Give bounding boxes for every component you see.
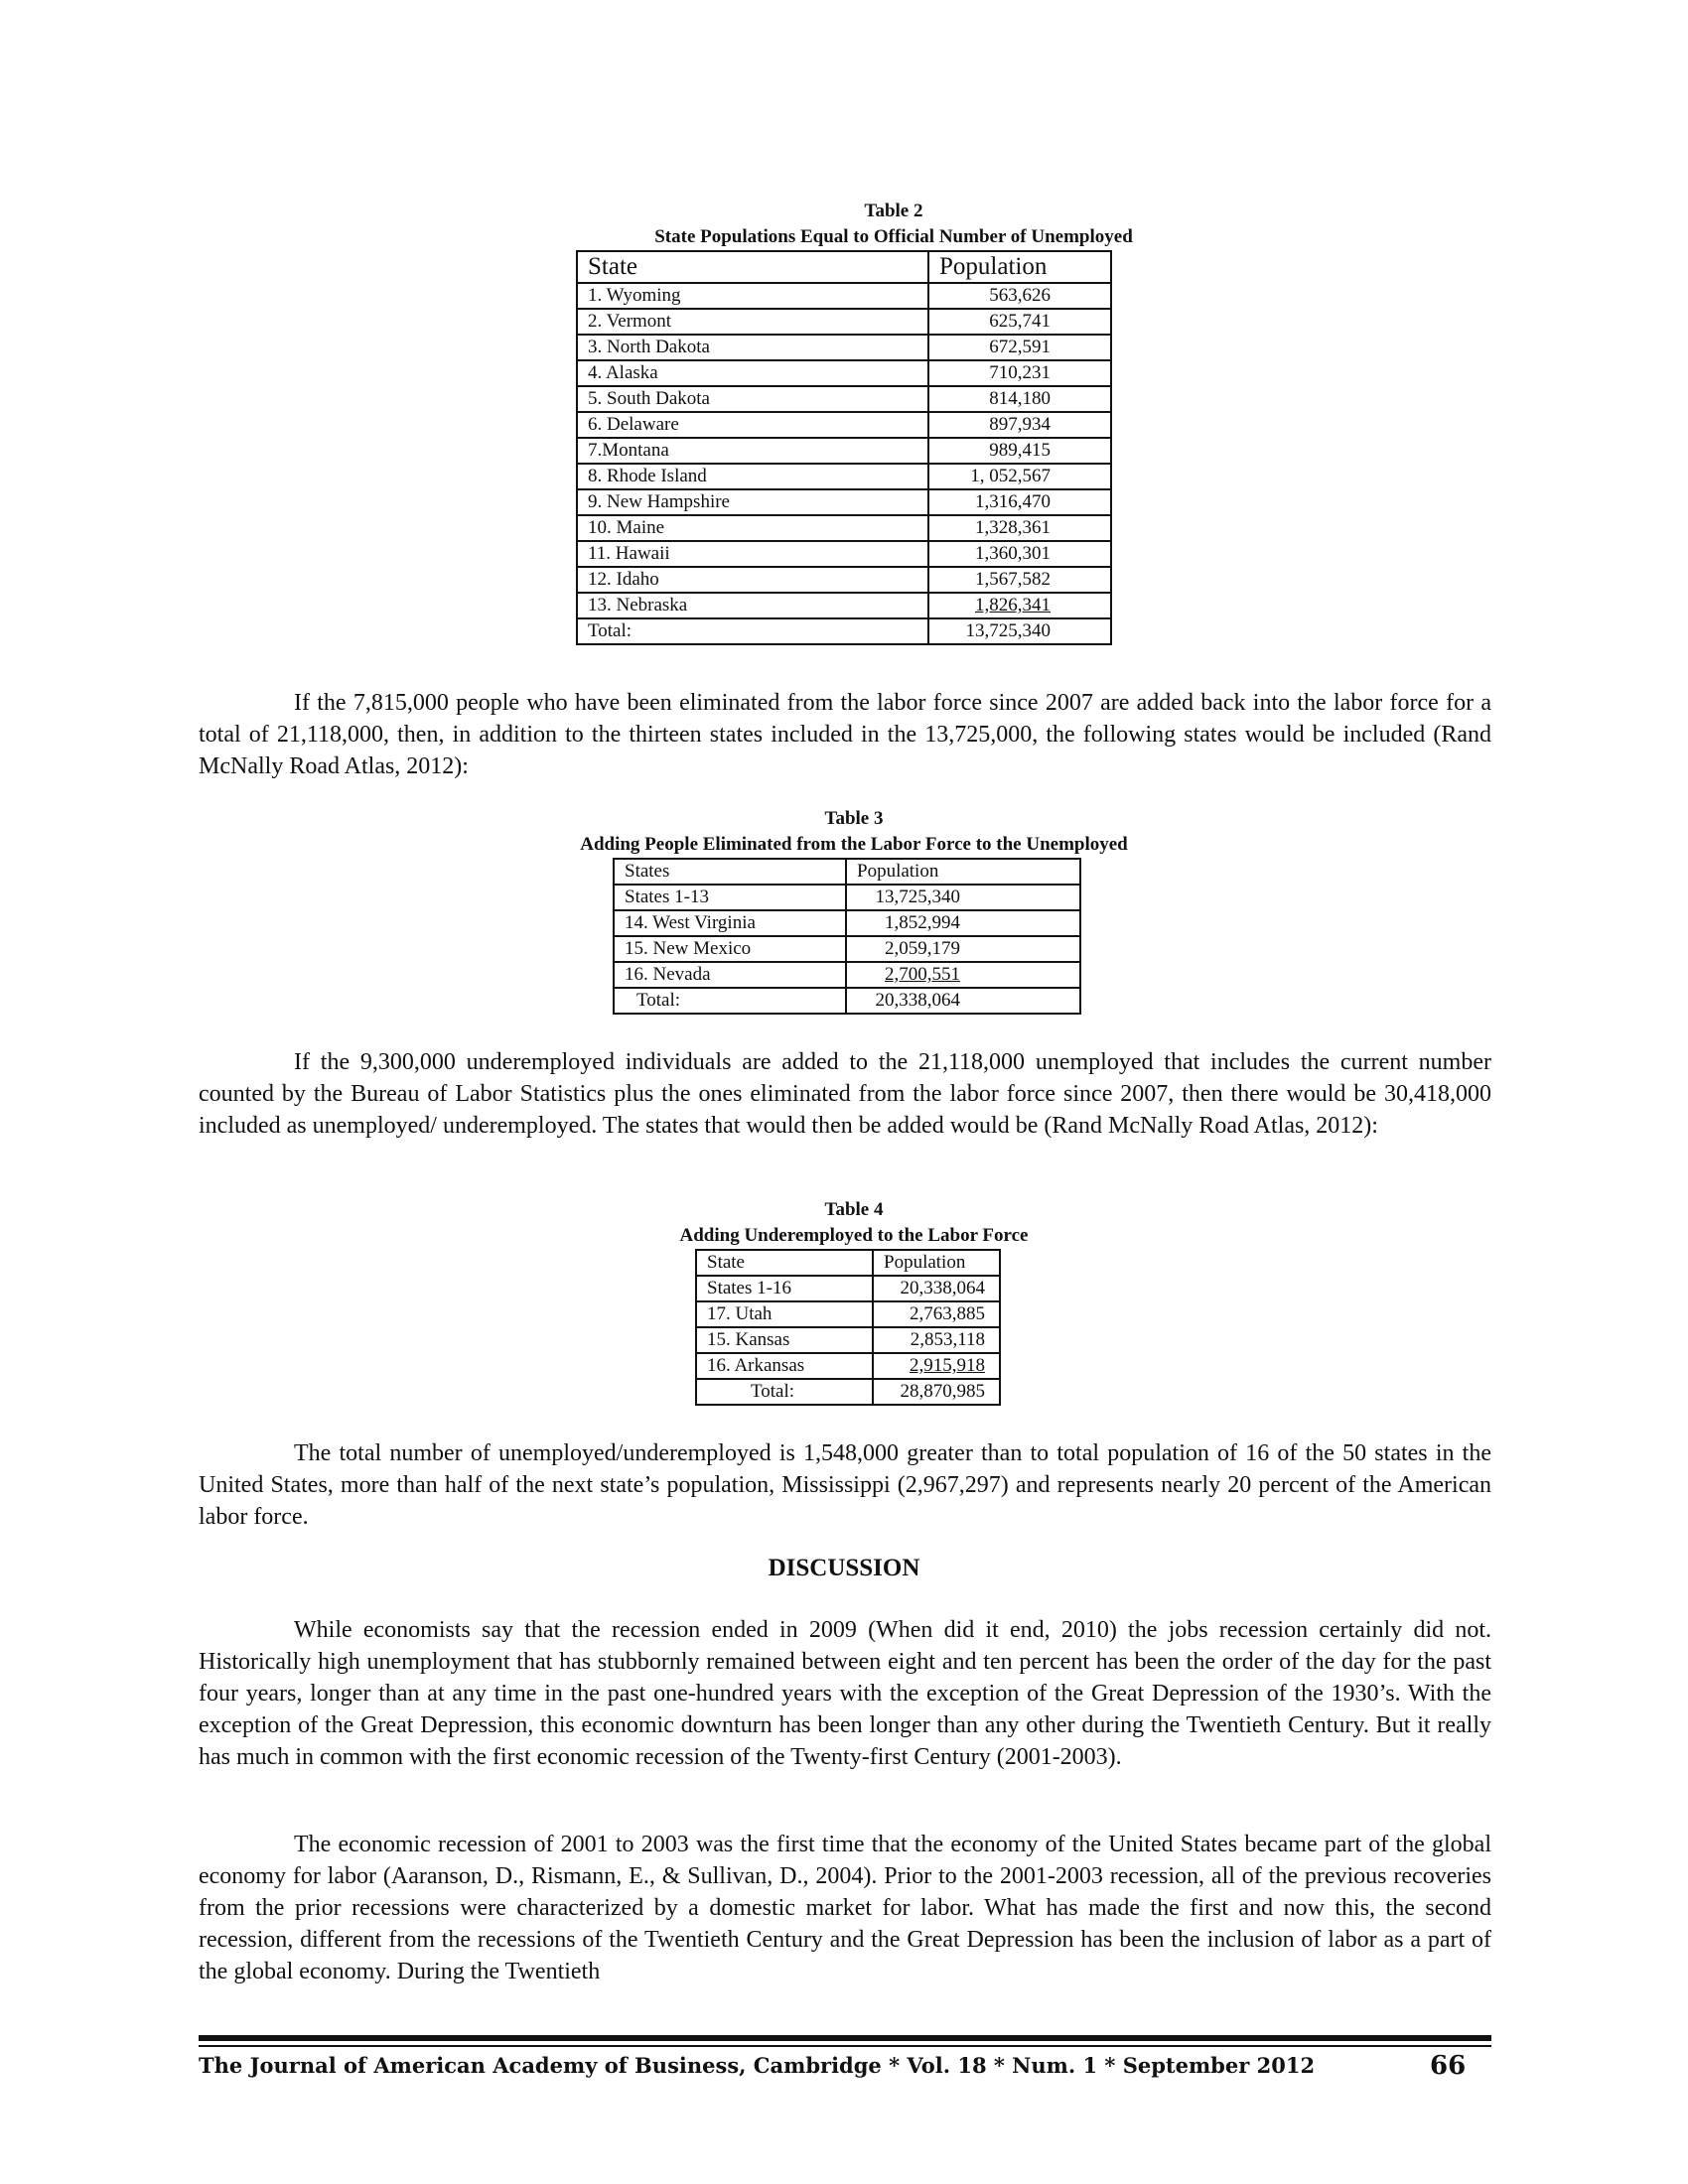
table-row <box>577 360 1111 386</box>
table2 <box>576 250 1112 645</box>
table-cell: 1,852,994 <box>846 910 1080 936</box>
table-row <box>696 1353 1000 1379</box>
table-row <box>577 593 1111 618</box>
table-cell: Total: <box>577 618 928 644</box>
table-cell: States 1-16 <box>696 1276 873 1301</box>
table-cell: 11. Hawaii <box>577 541 928 567</box>
table-cell: 2,915,918 <box>873 1353 1000 1379</box>
table-row <box>577 515 1111 541</box>
paragraph-5: The economic recession of 2001 to 2003 was the first time that the economy of the United States became part of the global economy for labor (Aaranson, D., Rismann, E., & Sullivan, D., 2004). Prior to the 2001-2003 recession, all of the previous recoveries from the prior recessions were characterized by a domestic market for labor. What has made the first and now this, the second recession, different from the recessions of the Twentieth Century and the Great Depression has been the inclusion of labor as a part of the global economy. During the Twentieth <box>199 1832 1491 1984</box>
table-cell: 897,934 <box>928 412 1111 438</box>
column-header: State <box>696 1250 873 1276</box>
table-row <box>577 464 1111 489</box>
table-cell: 16. Arkansas <box>696 1353 873 1379</box>
table-cell: 12. Idaho <box>577 567 928 593</box>
table-cell: 28,870,985 <box>873 1379 1000 1405</box>
table-cell: 6. Delaware <box>577 412 928 438</box>
table-cell: 2,853,118 <box>873 1327 1000 1353</box>
page-number: 66 <box>1430 2051 1467 2081</box>
table-cell: 1,328,361 <box>928 515 1111 541</box>
discussion-heading: DISCUSSION <box>768 1555 920 1581</box>
table3 <box>613 858 1081 1015</box>
table-header-row <box>577 251 1111 283</box>
table-row <box>577 386 1111 412</box>
table-row <box>696 1327 1000 1353</box>
table-cell: 2,059,179 <box>846 936 1080 962</box>
paragraph-3: The total number of unemployed/underemployed is 1,548,000 greater than to total population of 16 of the 50 states in the United States, more than half of the next state’s population, Mississippi (2,967,297) and represents nearly 20 percent of the American labor force. <box>199 1440 1491 1530</box>
table-cell: 7.Montana <box>577 438 928 464</box>
table2-subtitle: State Populations Equal to Official Number of Unemployed <box>654 226 1133 247</box>
table-cell: 3. North Dakota <box>577 335 928 360</box>
table-row <box>577 567 1111 593</box>
table-header-row <box>614 859 1080 885</box>
table-cell: Total: <box>614 988 846 1014</box>
table-cell: 1. Wyoming <box>577 283 928 309</box>
table-cell: 8. Rhode Island <box>577 464 928 489</box>
table-cell: 2,700,551 <box>846 962 1080 988</box>
table-row <box>696 1379 1000 1405</box>
table-cell: 1,316,470 <box>928 489 1111 515</box>
paragraph-2: If the 9,300,000 underemployed individuals are added to the 21,118,000 unemployed that includes the current number counted by the Bureau of Labor Statistics plus the ones eliminated from the labor force since 2007, then there would be 30,418,000 included as unemployed/ underemployed. The states that would then be added would be (Rand McNally Road Atlas, 2012): <box>199 1049 1491 1139</box>
table4-caption <box>496 1197 1211 1249</box>
table-cell: 13. Nebraska <box>577 593 928 618</box>
table-cell: 16. Nevada <box>614 962 846 988</box>
table2-title: Table 2 <box>864 201 923 221</box>
table-row <box>696 1301 1000 1327</box>
table3-title: Table 3 <box>824 808 884 829</box>
table2-caption <box>536 199 1251 250</box>
table-cell: 4. Alaska <box>577 360 928 386</box>
table-cell: 15. Kansas <box>696 1327 873 1353</box>
table-row <box>696 1276 1000 1301</box>
table-cell: 20,338,064 <box>873 1276 1000 1301</box>
table-cell: 989,415 <box>928 438 1111 464</box>
table-cell: 1,826,341 <box>928 593 1111 618</box>
paragraph-4: While economists say that the recession ended in 2009 (When did it end, 2010) the jobs recession certainly did not. Historically high unemployment that has stubbornly remained between eight and ten percent has been the order of the day for the past four years, longer than at any time in the past one-hundred years with the exception of the Great Depression of the 1930’s. With the exception of the Great Depression, this economic downturn has been longer than any other during the Twentieth Century. But it really has much in common with the first economic recession of the Twenty-first Century (2001-2003). <box>199 1617 1491 1770</box>
table-cell: Total: <box>696 1379 873 1405</box>
table-row <box>577 541 1111 567</box>
table-cell: 2. Vermont <box>577 309 928 335</box>
table4-title: Table 4 <box>824 1199 884 1220</box>
table-cell: 13,725,340 <box>846 885 1080 910</box>
table-row <box>614 910 1080 936</box>
table-cell: 710,231 <box>928 360 1111 386</box>
column-header: States <box>614 859 846 885</box>
table-cell: 17. Utah <box>696 1301 873 1327</box>
table-cell: 1, 052,567 <box>928 464 1111 489</box>
table4 <box>695 1249 1001 1406</box>
table-cell: 672,591 <box>928 335 1111 360</box>
table-cell: 13,725,340 <box>928 618 1111 644</box>
journal-citation: The Journal of American Academy of Business, Cambridge * Vol. 18 * Num. 1 * September 2012 <box>199 2053 1316 2078</box>
table-row <box>614 962 1080 988</box>
table-cell: 1,567,582 <box>928 567 1111 593</box>
table-cell: 814,180 <box>928 386 1111 412</box>
table-row <box>577 283 1111 309</box>
footer-rule-thick <box>199 2035 1491 2041</box>
paragraph-1: If the 7,815,000 people who have been eliminated from the labor force since 2007 are added back into the labor force for a total of 21,118,000, then, in addition to the thirteen states included in the 13,725,000, the following states would be included (Rand McNally Road Atlas, 2012): <box>199 690 1491 779</box>
table-row <box>577 309 1111 335</box>
table-cell: 20,338,064 <box>846 988 1080 1014</box>
footer-rule-thin <box>199 2045 1491 2047</box>
table3-caption <box>496 806 1211 858</box>
table-row <box>577 618 1111 644</box>
table-row <box>614 885 1080 910</box>
column-header: State <box>577 251 928 283</box>
table3-subtitle: Adding People Eliminated from the Labor Force to the Unemployed <box>580 834 1128 855</box>
table-cell: 15. New Mexico <box>614 936 846 962</box>
table-row <box>577 335 1111 360</box>
column-header: Population <box>873 1250 1000 1276</box>
table4-subtitle: Adding Underemployed to the Labor Force <box>679 1225 1029 1246</box>
table-cell: 625,741 <box>928 309 1111 335</box>
table-row <box>577 412 1111 438</box>
table-cell: 14. West Virginia <box>614 910 846 936</box>
table-header-row <box>696 1250 1000 1276</box>
table-cell: 1,360,301 <box>928 541 1111 567</box>
table-cell: 10. Maine <box>577 515 928 541</box>
table-cell: 2,763,885 <box>873 1301 1000 1327</box>
table-row <box>577 489 1111 515</box>
table-cell: States 1-13 <box>614 885 846 910</box>
table-row <box>577 438 1111 464</box>
table-row <box>614 936 1080 962</box>
table-cell: 9. New Hampshire <box>577 489 928 515</box>
column-header: Population <box>928 251 1111 283</box>
table-cell: 5. South Dakota <box>577 386 928 412</box>
table-cell: 563,626 <box>928 283 1111 309</box>
column-header: Population <box>846 859 1080 885</box>
table-row <box>614 988 1080 1014</box>
